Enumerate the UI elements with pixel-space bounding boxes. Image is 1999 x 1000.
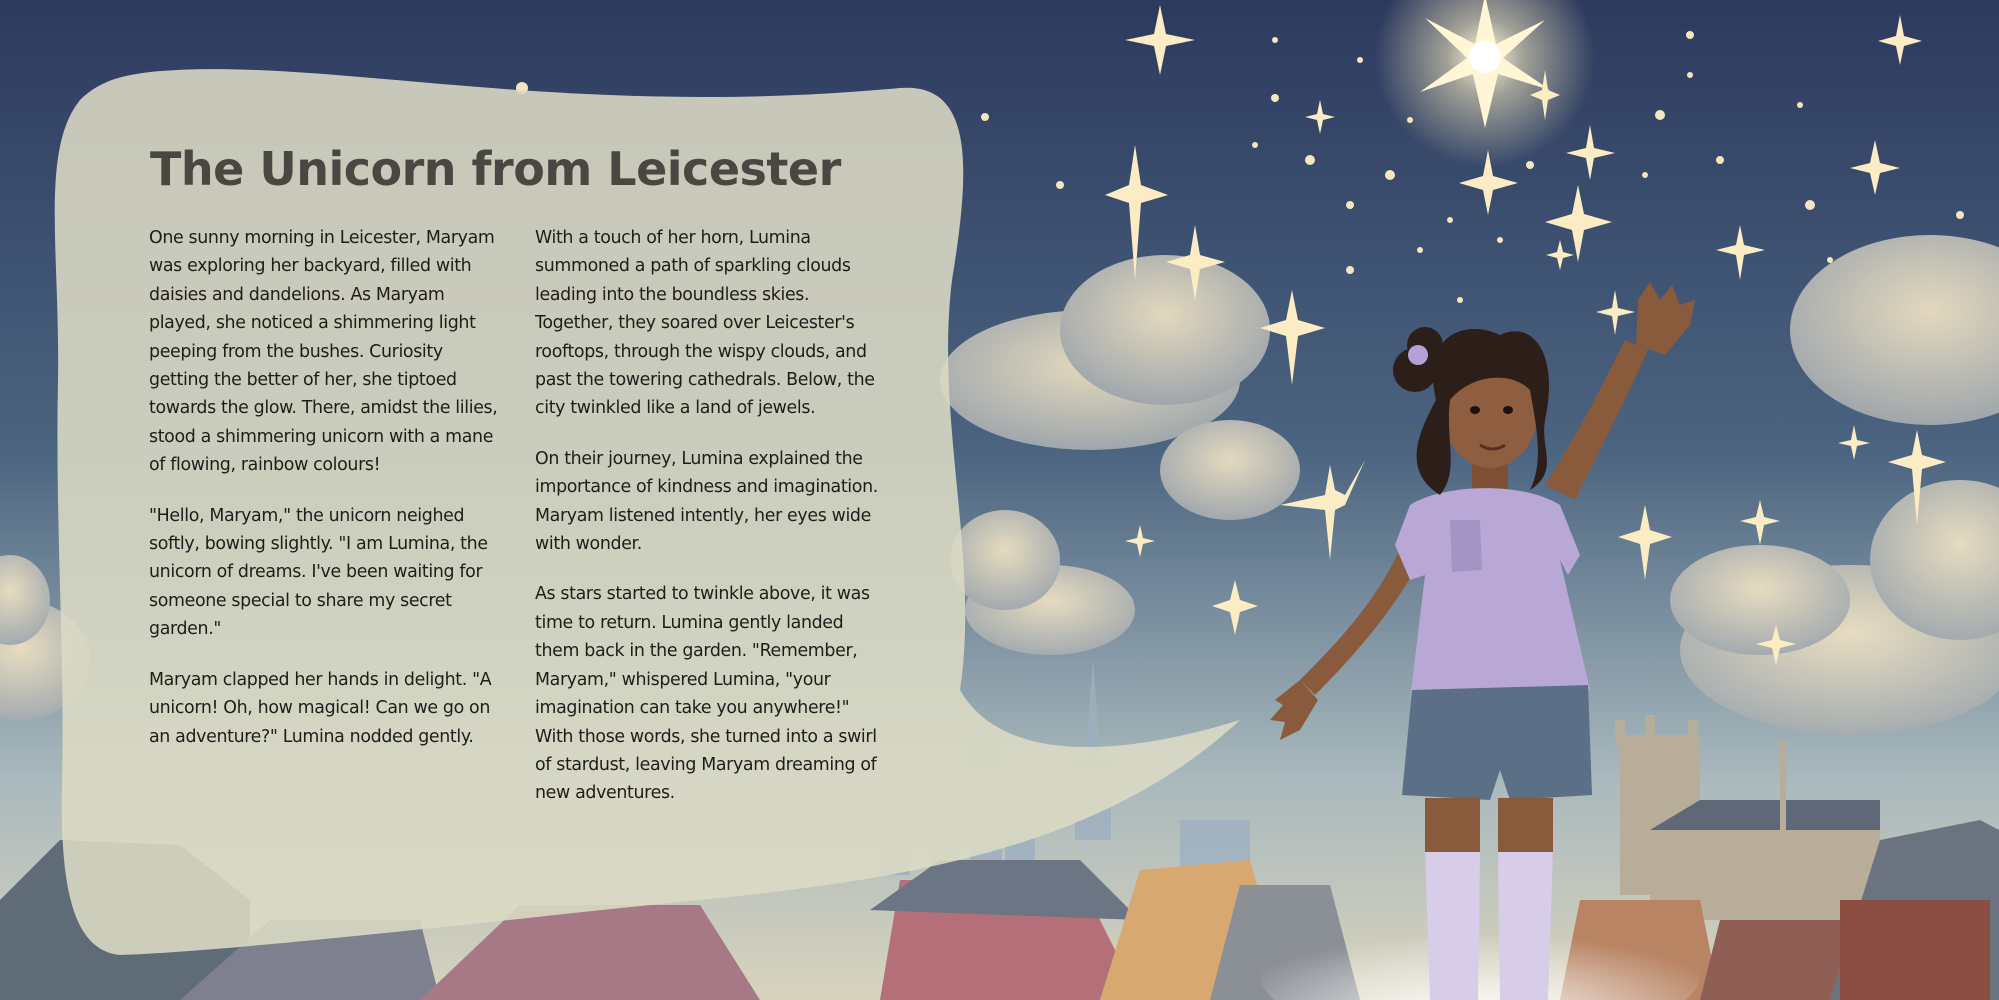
story-paragraph: With a touch of her horn, Lumina summoned a path of sparkling clouds leading into the boundless skies. Together, they soared over Leicester's rooftops, through the wispy clouds, and past the towering cathedrals. Below, the city twinkled like a land of jewels. bbox=[535, 228, 875, 419]
story-paragraph: Maryam clapped her hands in delight. "A unicorn! Oh, how magical! Can we go on an adventure?" Lumina nodded gently. bbox=[149, 669, 492, 747]
story-paragraph: On their journey, Lumina explained the importance of kindness and imagination. Maryam listened intently, her eyes wide with wonder. bbox=[535, 448, 878, 555]
story-column-left bbox=[149, 224, 499, 773]
story-paragraph: "Hello, Maryam," the unicorn neighed softly, bowing slightly. "I am Lumina, the unicorn of dreams. I've been waiting for someone special to share my secret garden." bbox=[149, 505, 488, 640]
story-paragraph: As stars started to twinkle above, it was time to return. Lumina gently landed them back in the garden. "Remember, Maryam," whispered Lumina, "your imagination can take you anywhere!" With those words, she turned into a swirl of stardust, leaving Maryam dreaming of new adventures. bbox=[535, 584, 877, 804]
story-paragraph: One sunny morning in Leicester, Maryam was exploring her backyard, filled with daisies and dandelions. As Maryam played, she noticed a shimmering light peeping from the bushes. Curiosity getting the better of her, she tiptoed towards the glow. There, amidst the lilies, stood a shimmering unicorn with a mane of flowing, rainbow colours! bbox=[149, 228, 498, 476]
story-title: The Unicorn from Leicester bbox=[150, 142, 841, 196]
story-column-right bbox=[535, 224, 885, 830]
